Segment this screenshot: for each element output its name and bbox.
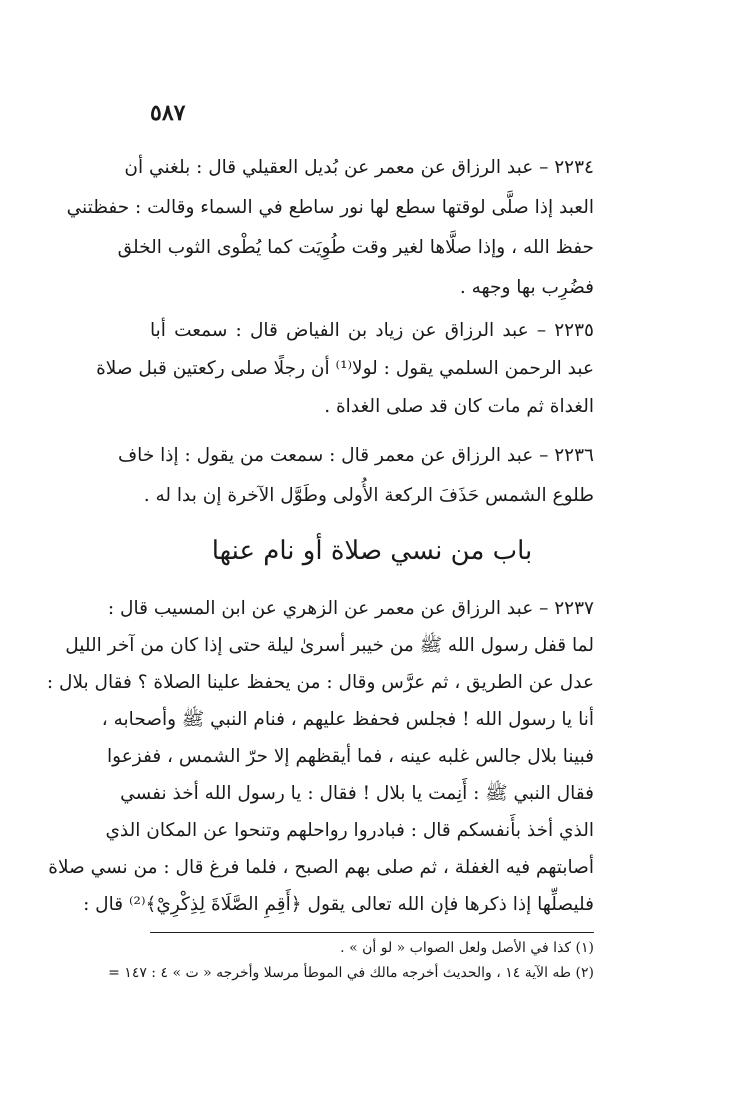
hadith-2236 xyxy=(118,436,594,516)
hadith-2234 xyxy=(66,148,594,308)
footnote-1: (١) كذا في الأصل ولعل الصواب « لو أن » . xyxy=(340,940,594,956)
text-line: الذي أخذ بأَنفسكم قال : فبادروا رواحلهم وتنحوا عن المكان الذي xyxy=(105,820,594,841)
text-line: الغداة ثم مات كان قد صلى الغداة . xyxy=(324,396,594,417)
text-line: لما قفل رسول الله ﷺ من خيبر أسرىٰ ليلة حتى إذا كان من آخر الليل xyxy=(65,635,594,656)
text-line: فقال النبي ﷺ : أَنِمت يا بلال ! فقال : يا رسول الله أخذ نفسي xyxy=(120,783,594,804)
text-line: فبينا بلال جالس غلبه عينه ، فما أيقظهم إلا حرّ الشمس ، ففزعوا xyxy=(107,746,594,767)
text-line: أصابتهم فيه الغفلة ، ثم صلى بهم الصبح ، فلما فرغ قال : من نسي صلاة xyxy=(48,857,594,878)
text-line: عبد الرحمن السلمي يقول : لولا⁽¹⁾ أن رجلًا صلى ركعتين قبل صلاة xyxy=(96,358,594,379)
text-line: عدل عن الطريق ، ثم عرَّس وقال : من يحفظ علينا الصلاة ؟ فقال بلال : xyxy=(46,672,594,693)
hadith-2237 xyxy=(46,590,594,923)
footnote-2: (٢) طه الآية ١٤ ، والحديث أخرجه مالك في الموطأ مرسلا وأخرجه « ت » ٤ : ١٤٧ = xyxy=(108,965,594,981)
text-line: ٢٢٣٦ – عبد الرزاق عن معمر قال : سمعت من يقول : إذا خاف xyxy=(118,445,594,466)
text-line: طلوع الشمس حَذَفَ الركعة الأُولى وطَوَّل الآخرة إن بدا له . xyxy=(143,485,594,506)
chapter-heading: باب من نسي صلاة أو نام عنها xyxy=(211,536,533,566)
text-line: ٢٢٣٤ – عبد الرزاق عن معمر عن بُديل العقيلي قال : بلغني أن xyxy=(124,157,594,178)
text-line: العبد إذا صلَّى لوقتها سطع لها نور ساطع في السماء وقالت : حفظتني xyxy=(66,197,594,218)
hadith-2235 xyxy=(96,312,594,426)
text-line: أنا يا رسول الله ! فجلس فحفظ عليهم ، فنام النبي ﷺ وأصحابه ، xyxy=(101,709,594,730)
text-line: فليصلِّها إذا ذكرها فإن الله تعالى يقول ﴿أَقِمِ الصَّلَاةَ لِذِكْرِيْ﴾⁽²⁾ قال : xyxy=(83,894,594,915)
page-number: ٥٨٧ xyxy=(150,100,186,126)
text-line: فضُرِب بها وجهه . xyxy=(459,277,594,298)
text-line: ٢٢٣٧ – عبد الرزاق عن معمر عن الزهري عن ابن المسيب قال : xyxy=(107,598,594,619)
text-line: ٢٢٣٥ – عبد الرزاق عن زياد بن الفياض قال : سمعت أبا xyxy=(150,320,594,341)
text-line: حفظ الله ، وإذا صلَّاها لغير وقت طُوِيَت كما يُطْوى الثوب الخلق xyxy=(117,237,594,258)
footnote-divider xyxy=(150,932,594,933)
